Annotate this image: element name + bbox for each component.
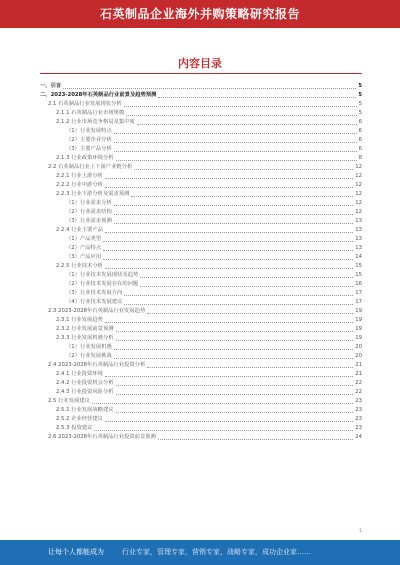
toc-leader-dots [105, 268, 353, 269]
page-number: 1 [358, 528, 362, 534]
footer-bar [0, 540, 400, 565]
toc-entry-title: 2.5.1 行业发展战略建议 [56, 407, 114, 413]
toc-leader-dots [114, 349, 354, 350]
toc-entry[interactable] [40, 163, 362, 172]
toc-entry-title: 2.5.2 企业经营建议 [56, 416, 103, 422]
toc-leader-dots [103, 259, 353, 260]
toc-entry-title: （2）产品特点 [66, 245, 102, 251]
toc-leader-dots [63, 88, 356, 89]
toc-entry-title: （2）行业发展挑战 [66, 353, 112, 359]
toc-entry-page: 15 [355, 272, 362, 278]
toc-entry-title: 2.2.1 行业上游分析 [56, 173, 103, 179]
toc-leader-dots [137, 124, 357, 125]
toc-entry-title: 2.3.3 行业发展机遇分析 [56, 335, 114, 341]
toc-entry[interactable] [40, 280, 362, 289]
toc-entry[interactable] [40, 424, 362, 433]
toc-leader-dots [114, 214, 354, 215]
toc-entry-page: 12 [355, 200, 362, 206]
toc-entry-title: （3）行业需求预测 [66, 218, 112, 224]
toc-entry[interactable] [40, 379, 362, 388]
toc-entry[interactable] [40, 190, 362, 199]
toc-entry-title: 2.3.1 行业发展趋势 [56, 317, 103, 323]
toc-leader-dots [92, 403, 353, 404]
toc-entry-title: （3）主要产品分析 [66, 146, 112, 152]
toc-entry-title: （2）行业技术发展存在的问题 [66, 281, 139, 287]
toc-entry-page: 5 [358, 92, 362, 98]
toc-entry-page: 20 [355, 353, 362, 359]
toc-entry[interactable] [40, 298, 362, 307]
toc-entry[interactable] [40, 208, 362, 217]
toc-entry-page: 6 [358, 146, 362, 152]
toc-entry[interactable] [40, 145, 362, 154]
toc-entry-title: 2.4 2023-2028年石英制品行业投资分析 [48, 362, 146, 368]
toc-entry-title: 二、2023-2028年石英制品行业前景及趋势预测 [40, 92, 157, 98]
toc-entry-title: 2.3 2023-2028年石英制品行业发展趋势 [48, 308, 146, 314]
toc-entry-title: （1）行业发展特点 [66, 128, 112, 134]
toc-entry[interactable] [40, 271, 362, 280]
toc-entry-page: 13 [355, 218, 362, 224]
toc-leader-dots [131, 196, 353, 197]
toc-entry[interactable] [40, 316, 362, 325]
toc-leader-dots [105, 322, 353, 323]
toc-entry[interactable] [40, 235, 362, 244]
toc-entry[interactable] [40, 109, 362, 118]
toc-entry-page: 12 [355, 191, 362, 197]
toc-entry[interactable] [40, 91, 362, 100]
toc-entry-title: （1）行业发展机遇 [66, 344, 112, 350]
toc-entry[interactable] [40, 172, 362, 181]
toc-leader-dots [116, 340, 354, 341]
toc-leader-dots [116, 385, 354, 386]
toc-leader-dots [94, 430, 353, 431]
toc-entry[interactable] [40, 244, 362, 253]
toc-leader-dots [114, 151, 357, 152]
table-of-contents [40, 82, 362, 442]
toc-entry-page: 6 [358, 119, 362, 125]
toc-entry[interactable] [40, 127, 362, 136]
toc-entry-page: 21 [355, 362, 362, 368]
toc-entry-title: （1）行业技术发展现状及趋势 [66, 272, 139, 278]
toc-entry-title: 2.5 行业发展建议 [48, 398, 90, 404]
toc-entry[interactable] [40, 154, 362, 163]
toc-leader-dots [105, 178, 353, 179]
toc-entry-title: 2.3.2 行业发展前景预测 [56, 326, 114, 332]
toc-leader-dots [134, 169, 353, 170]
toc-entry-title: 2.1.2 行业市场竞争格局及集中度 [56, 119, 135, 125]
toc-entry-title: 2.1 石英制品行业发展现状分析 [48, 101, 122, 107]
toc-heading: 内容目录 [178, 57, 222, 70]
toc-leader-dots [116, 160, 357, 161]
toc-entry-page: 12 [355, 182, 362, 188]
toc-entry-page: 23 [355, 407, 362, 413]
toc-entry[interactable] [40, 361, 362, 370]
toc-entry-page: 16 [355, 281, 362, 287]
toc-entry-page: 17 [355, 290, 362, 296]
toc-leader-dots [124, 106, 357, 107]
toc-entry-page: 19 [355, 308, 362, 314]
toc-entry[interactable] [40, 181, 362, 190]
toc-leader-dots [158, 439, 353, 440]
toc-leader-dots [114, 205, 354, 206]
toc-leader-dots [147, 313, 353, 314]
toc-leader-dots [105, 232, 353, 233]
toc-leader-dots [124, 295, 353, 296]
toc-entry-title: （2）行业需求结构 [66, 209, 112, 215]
toc-leader-dots [114, 223, 354, 224]
toc-entry[interactable] [40, 253, 362, 262]
toc-entry[interactable] [40, 415, 362, 424]
toc-entry-page: 20 [355, 344, 362, 350]
toc-entry-title: 2.2.5 行业技术分析 [56, 263, 103, 269]
toc-entry-title: 一、引言 [40, 83, 62, 89]
toc-leader-dots [140, 286, 353, 287]
toc-entry-page: 23 [355, 398, 362, 404]
toc-entry[interactable] [40, 307, 362, 316]
toc-entry-page: 5 [358, 83, 362, 89]
toc-entry-page: 21 [355, 371, 362, 377]
toc-entry-page: 5 [358, 110, 362, 116]
toc-entry[interactable] [40, 370, 362, 379]
toc-leader-dots [105, 421, 353, 422]
toc-entry-title: （3）产品应用 [66, 254, 102, 260]
toc-leader-dots [126, 115, 356, 116]
toc-entry[interactable] [40, 433, 362, 442]
toc-entry-page: 8 [358, 155, 362, 161]
toc-leader-dots [147, 367, 353, 368]
toc-leader-dots [116, 412, 354, 413]
toc-entry-page: 12 [355, 164, 362, 170]
toc-entry-page: 13 [355, 227, 362, 233]
toc-entry[interactable] [40, 136, 362, 145]
report-title: 石英制品企业海外并购策略研究报告 [99, 7, 300, 21]
toc-leader-dots [116, 331, 354, 332]
toc-entry-page: 23 [355, 416, 362, 422]
toc-entry-page: 19 [355, 326, 362, 332]
toc-leader-dots [105, 187, 353, 188]
toc-entry[interactable] [40, 118, 362, 127]
toc-leader-dots [114, 358, 354, 359]
toc-entry[interactable] [40, 82, 362, 91]
toc-entry-page: 12 [355, 173, 362, 179]
toc-entry-page: 6 [358, 128, 362, 134]
toc-entry-title: 2.2.2 行业中游分析 [56, 182, 103, 188]
toc-entry-title: 2.2 石英制品行业上下游产业链分析 [48, 164, 133, 170]
toc-entry-page: 19 [355, 335, 362, 341]
toc-entry-page: 23 [355, 425, 362, 431]
toc-entry[interactable] [40, 226, 362, 235]
toc-entry-title: （2）主要企业分析 [66, 137, 112, 143]
toc-entry-page: 13 [355, 236, 362, 242]
toc-leader-dots [103, 250, 353, 251]
toc-entry-title: 2.4.2 行业投资机会分析 [56, 380, 114, 386]
toc-leader-dots [103, 241, 353, 242]
toc-leader-dots [105, 376, 353, 377]
toc-divider [40, 73, 362, 74]
toc-entry-page: 12 [355, 209, 362, 215]
toc-entry-title: （3）行业技术发展方向 [66, 290, 123, 296]
toc-entry-title: 2.1.3 行业政策环境分析 [56, 155, 114, 161]
toc-entry[interactable] [40, 388, 362, 397]
toc-entry[interactable] [40, 325, 362, 334]
toc-entry-title: 2.5.3 投资建议 [56, 425, 93, 431]
toc-leader-dots [114, 133, 357, 134]
toc-entry[interactable] [40, 100, 362, 109]
toc-entry-title: 2.6 2023-2028年石英制品行业投资前景预测 [48, 434, 156, 440]
toc-entry[interactable] [40, 343, 362, 352]
footer-slogan: 让每个人都能成为 [48, 548, 104, 556]
report-header [0, 0, 400, 28]
toc-entry[interactable] [40, 262, 362, 271]
toc-entry[interactable] [40, 217, 362, 226]
toc-entry-title: 2.4.3 行业投资风险分析 [56, 389, 114, 395]
toc-entry-page: 17 [355, 299, 362, 305]
toc-entry-page: 6 [358, 137, 362, 143]
toc-entry-title: 2.4.1 行业投资环境 [56, 371, 103, 377]
toc-leader-dots [140, 277, 353, 278]
toc-entry-title: （1）行业需求分析 [66, 200, 112, 206]
toc-entry[interactable] [40, 199, 362, 208]
toc-entry-page: 22 [355, 380, 362, 386]
toc-entry[interactable] [40, 397, 362, 406]
toc-entry[interactable] [40, 289, 362, 298]
toc-entry-page: 15 [355, 263, 362, 269]
toc-leader-dots [124, 304, 353, 305]
toc-entry[interactable] [40, 334, 362, 343]
toc-leader-dots [116, 394, 354, 395]
footer-tagline: 行业专家，管理专家，营销专家，战略专家，成功企业家…… [122, 548, 311, 556]
toc-entry-title: （1）产品类型 [66, 236, 102, 242]
toc-entry-title: （4）行业技术发展建议 [66, 299, 123, 305]
toc-entry-page: 13 [355, 245, 362, 251]
toc-entry[interactable] [40, 352, 362, 361]
toc-entry-page: 19 [355, 317, 362, 323]
toc-leader-dots [158, 97, 356, 98]
toc-leader-dots [114, 142, 357, 143]
toc-entry-page: 14 [355, 254, 362, 260]
toc-entry-title: 2.2.4 行业主要产品 [56, 227, 103, 233]
toc-entry-title: 2.2.3 行业下游分析及需求预测 [56, 191, 130, 197]
toc-entry-page: 22 [355, 389, 362, 395]
toc-entry-title: 2.1.1 石英制品行业市场规模 [56, 110, 125, 116]
toc-entry-page: 5 [358, 101, 362, 107]
toc-entry[interactable] [40, 406, 362, 415]
toc-entry-page: 24 [355, 434, 362, 440]
